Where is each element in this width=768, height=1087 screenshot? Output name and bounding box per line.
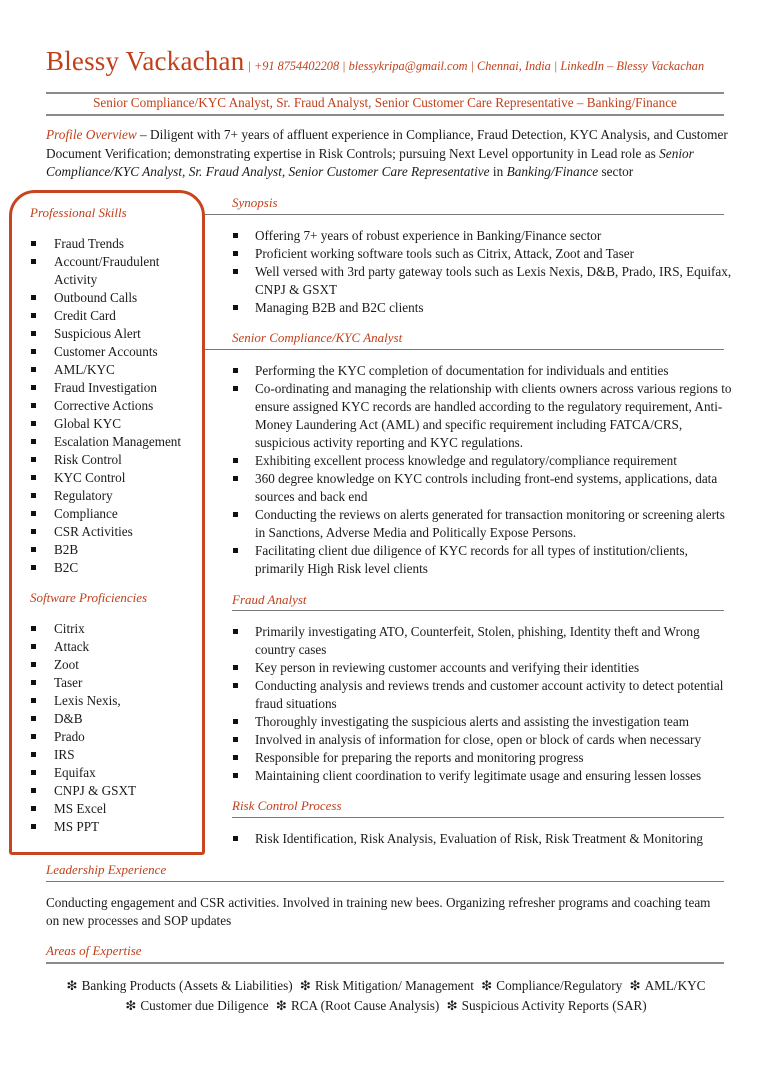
software-proficiencies-list	[30, 620, 195, 836]
software-item: Citrix	[30, 620, 195, 638]
fraud-item: Conducting analysis and reviews trends and customer account activity to detect potential fraud situations	[232, 677, 732, 713]
skill-item: Customer Accounts	[30, 343, 195, 361]
professional-skills-heading: Professional Skills	[30, 205, 127, 220]
contact-separator: |	[244, 59, 254, 73]
areas-line-2	[30, 996, 738, 1016]
profile-roles: Senior Compliance/KYC Analyst, Sr. Fraud Analyst, Senior Customer Care Representative	[46, 145, 694, 179]
asterisk-bullet-icon: ❇	[125, 998, 137, 1013]
synopsis-item: Offering 7+ years of robust experience in Banking/Finance sector	[232, 227, 732, 245]
fraud-item: Responsible for preparing the reports and monitoring progress	[232, 749, 732, 767]
leadership-heading: Leadership Experience	[46, 862, 167, 877]
skill-item: B2C	[30, 559, 195, 577]
asterisk-bullet-icon: ❇	[481, 978, 493, 993]
fraud-item: Involved in analysis of information for close, open or block of cards when necessary	[232, 731, 732, 749]
areas-rule	[46, 962, 724, 964]
synopsis-item: Well versed with 3rd party gateway tools such as Lexis Nexis, D&B, Prado, IRS, Equifax, CNPJ & GSXT	[232, 263, 732, 299]
expertise-item: Customer due Diligence	[140, 998, 272, 1013]
software-item: Attack	[30, 638, 195, 656]
kyc-item: Conducting the reviews on alerts generated for transaction monitoring or screening alerts in Sanctions, Adverse Media and Politically Expose Persons.	[232, 506, 732, 542]
synopsis-list	[232, 227, 732, 317]
skill-item: Compliance	[30, 505, 195, 523]
asterisk-bullet-icon: ❇	[629, 978, 641, 993]
skill-item: Outbound Calls	[30, 289, 195, 307]
software-item: Lexis Nexis,	[30, 692, 195, 710]
skill-item: KYC Control	[30, 469, 195, 487]
synopsis-item: Proficient working software tools such as Citrix, Attack, Zoot and Taser	[232, 245, 732, 263]
profile-text-end: sector	[598, 164, 634, 179]
expertise-item: AML/KYC	[644, 978, 706, 993]
software-item: IRS	[30, 746, 195, 764]
skill-item: Global KYC	[30, 415, 195, 433]
kyc-item: 360 degree knowledge on KYC controls including front-end systems, applications, data sources and back end	[232, 470, 732, 506]
areas-line-1	[30, 976, 738, 996]
contact-info: +91 8754402208 | blessykripa@gmail.com | Chennai, India | LinkedIn – Blessy Vackachan	[253, 59, 705, 73]
skill-item: CSR Activities	[30, 523, 195, 541]
expertise-item: RCA (Root Cause Analysis)	[290, 998, 443, 1013]
expertise-item: Suspicious Activity Reports (SAR)	[461, 998, 647, 1013]
kyc-item: Exhibiting excellent process knowledge and regulatory/compliance requirement	[232, 452, 732, 470]
kyc-item: Co-ordinating and managing the relationship with clients owners across various regions to ensure assigned KYC records are handled according to the regulatory requirement, Anti-Money Laundering Act (AML) and specific requirement including FATCA/CRS, suspicious activity reporting and KYC regulations.	[232, 380, 732, 452]
skill-item: Account/Fraudulent Activity	[30, 253, 195, 289]
candidate-name: Blessy Vackachan	[46, 46, 245, 76]
risk-control-heading: Risk Control Process	[232, 798, 342, 813]
skill-item: Risk Control	[30, 451, 195, 469]
fraud-item: Primarily investigating ATO, Counterfeit, Stolen, phishing, Identity theft and Wrong country cases	[232, 623, 732, 659]
asterisk-bullet-icon: ❇	[275, 998, 287, 1013]
leadership-rule	[46, 881, 724, 882]
fraud-analyst-rule	[232, 610, 724, 611]
headline-title: Senior Compliance/KYC Analyst, Sr. Fraud Analyst, Senior Customer Care Representative – Banking/Finance	[93, 95, 677, 110]
synopsis-heading: Synopsis	[232, 195, 278, 210]
synopsis-item: Managing B2B and B2C clients	[232, 299, 732, 317]
software-proficiencies-heading: Software Proficiencies	[30, 590, 148, 605]
skill-item: Fraud Trends	[30, 235, 195, 253]
areas-of-expertise-heading: Areas of Expertise	[46, 943, 142, 958]
software-item: Equifax	[30, 764, 195, 782]
asterisk-bullet-icon: ❇	[66, 978, 78, 993]
expertise-item: Risk Mitigation/ Management	[314, 978, 478, 993]
skill-item: Regulatory	[30, 487, 195, 505]
software-item: Zoot	[30, 656, 195, 674]
header-rule-top	[46, 92, 724, 94]
software-item: CNPJ & GSXT	[30, 782, 195, 800]
kyc-analyst-rule	[205, 349, 724, 350]
skill-item: Escalation Management	[30, 433, 195, 451]
risk-item: Risk Identification, Risk Analysis, Evaluation of Risk, Risk Treatment & Monitoring	[232, 830, 732, 848]
skill-item: Corrective Actions	[30, 397, 195, 415]
fraud-item: Thoroughly investigating the suspicious alerts and assisting the investigation team	[232, 713, 732, 731]
skill-item: Suspicious Alert	[30, 325, 195, 343]
professional-skills-list	[30, 235, 195, 577]
software-item: Taser	[30, 674, 195, 692]
header-line	[46, 46, 746, 77]
profile-text-in: in	[489, 164, 507, 179]
synopsis-rule	[205, 214, 724, 215]
skill-item: Credit Card	[30, 307, 195, 325]
fraud-item: Key person in reviewing customer accounts and verifying their identities	[232, 659, 732, 677]
profile-sector: Banking/Finance	[506, 164, 599, 179]
kyc-analyst-list	[232, 362, 732, 578]
software-item: MS PPT	[30, 818, 195, 836]
profile-text: Diligent with 7+ years of affluent experience in Compliance, Fraud Detection, KYC Analysis, and Customer Document Verification; demonstrating expertise in Risk Controls; pursuing Next Level opportunity in Lead role as	[46, 127, 728, 161]
kyc-analyst-heading: Senior Compliance/KYC Analyst	[232, 330, 403, 345]
software-item: Prado	[30, 728, 195, 746]
header-rule-bottom	[46, 114, 724, 116]
kyc-item: Facilitating client due diligence of KYC records for all types of institution/clients, primarily High Risk level clients	[232, 542, 732, 578]
fraud-item: Maintaining client coordination to verify legitimate usage and ensuring lessen losses	[232, 767, 732, 785]
profile-overview	[46, 126, 736, 182]
fraud-analyst-list	[232, 623, 732, 785]
risk-control-list	[232, 830, 732, 848]
skill-item: B2B	[30, 541, 195, 559]
skill-item: AML/KYC	[30, 361, 195, 379]
leadership-text: Conducting engagement and CSR activities. Involved in training new bees. Organizing refresher programs and coaching team on new processes and SOP updates	[46, 895, 711, 928]
expertise-item: Compliance/Regulatory	[496, 978, 626, 993]
risk-control-rule	[232, 817, 724, 818]
software-item: D&B	[30, 710, 195, 728]
asterisk-bullet-icon: ❇	[446, 998, 458, 1013]
fraud-analyst-heading: Fraud Analyst	[232, 592, 307, 607]
expertise-item: Banking Products (Assets & Liabilities)	[81, 978, 296, 993]
areas-of-expertise	[30, 976, 738, 1016]
profile-label: Profile Overview	[46, 127, 137, 142]
asterisk-bullet-icon: ❇	[299, 978, 311, 993]
software-item: MS Excel	[30, 800, 195, 818]
skill-item: Fraud Investigation	[30, 379, 195, 397]
kyc-item: Performing the KYC completion of documentation for individuals and entities	[232, 362, 732, 380]
profile-dash: –	[136, 127, 151, 142]
